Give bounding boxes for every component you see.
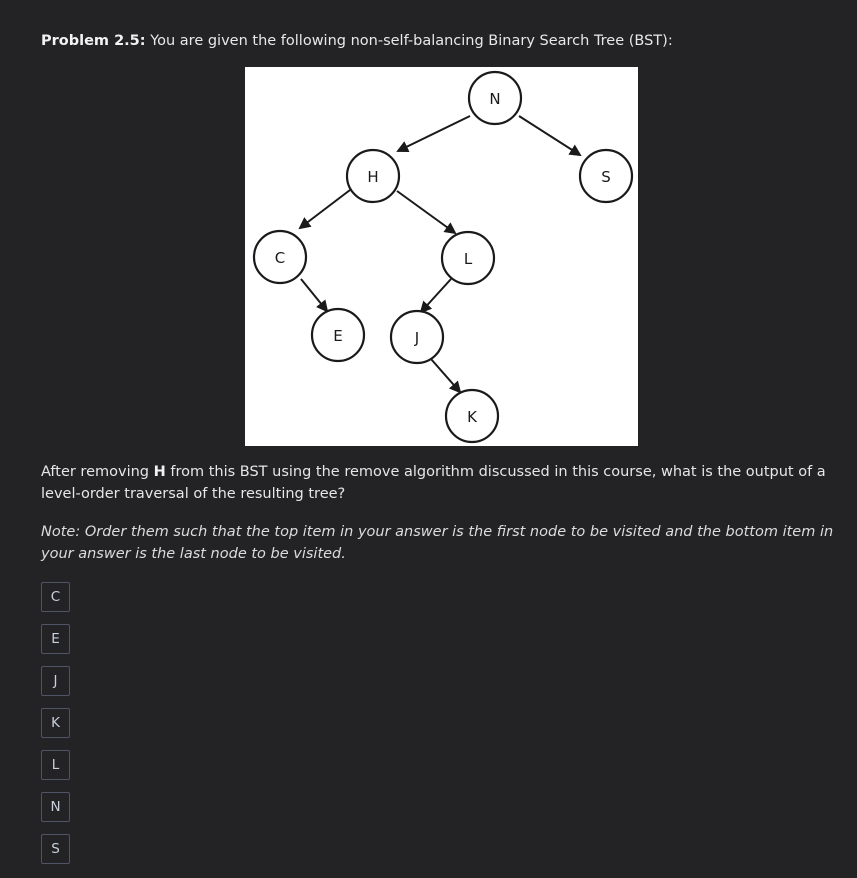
node-n-label: N	[489, 90, 501, 108]
node-s-label: S	[601, 168, 611, 186]
problem-header	[41, 31, 673, 51]
edge-c-e	[301, 279, 327, 311]
answer-item[interactable]: N	[41, 792, 70, 822]
node-e-label: E	[333, 327, 343, 345]
answer-item[interactable]: E	[41, 624, 70, 654]
edge-h-c	[300, 190, 350, 228]
node-l-label: L	[463, 250, 473, 268]
bst-diagram	[245, 67, 638, 446]
problem-label: Problem 2.5:	[41, 33, 146, 49]
note-text: Note: Order them such that the top item in your answer is the first node to be visited and the bottom item in your answer is the last node to be visited.	[41, 524, 834, 562]
question-highlight: H	[153, 464, 166, 480]
question-part1: After removing	[41, 464, 154, 480]
answer-item[interactable]: L	[41, 750, 70, 780]
question-part2: from this BST using the remove algorithm discussed in this course, what is the output of a level-order traversal of the resulting tree?	[41, 464, 826, 502]
answer-item[interactable]: K	[41, 708, 70, 738]
answer-item[interactable]: C	[41, 582, 70, 612]
answer-item[interactable]: S	[41, 834, 70, 864]
question-text	[41, 461, 841, 505]
edge-l-j	[421, 279, 451, 312]
node-h-label: H	[367, 168, 379, 186]
edge-n-h	[398, 116, 470, 151]
edge-h-l	[397, 191, 455, 233]
edge-n-s	[519, 116, 580, 155]
node-k-label: K	[467, 408, 477, 426]
node-c-label: C	[274, 249, 286, 267]
node-j-label: J	[414, 329, 420, 347]
problem-intro: You are given the following non-self-balancing Binary Search Tree (BST):	[150, 33, 673, 49]
bst-svg	[245, 67, 638, 446]
answer-item[interactable]: J	[41, 666, 70, 696]
edge-j-k	[431, 359, 460, 392]
